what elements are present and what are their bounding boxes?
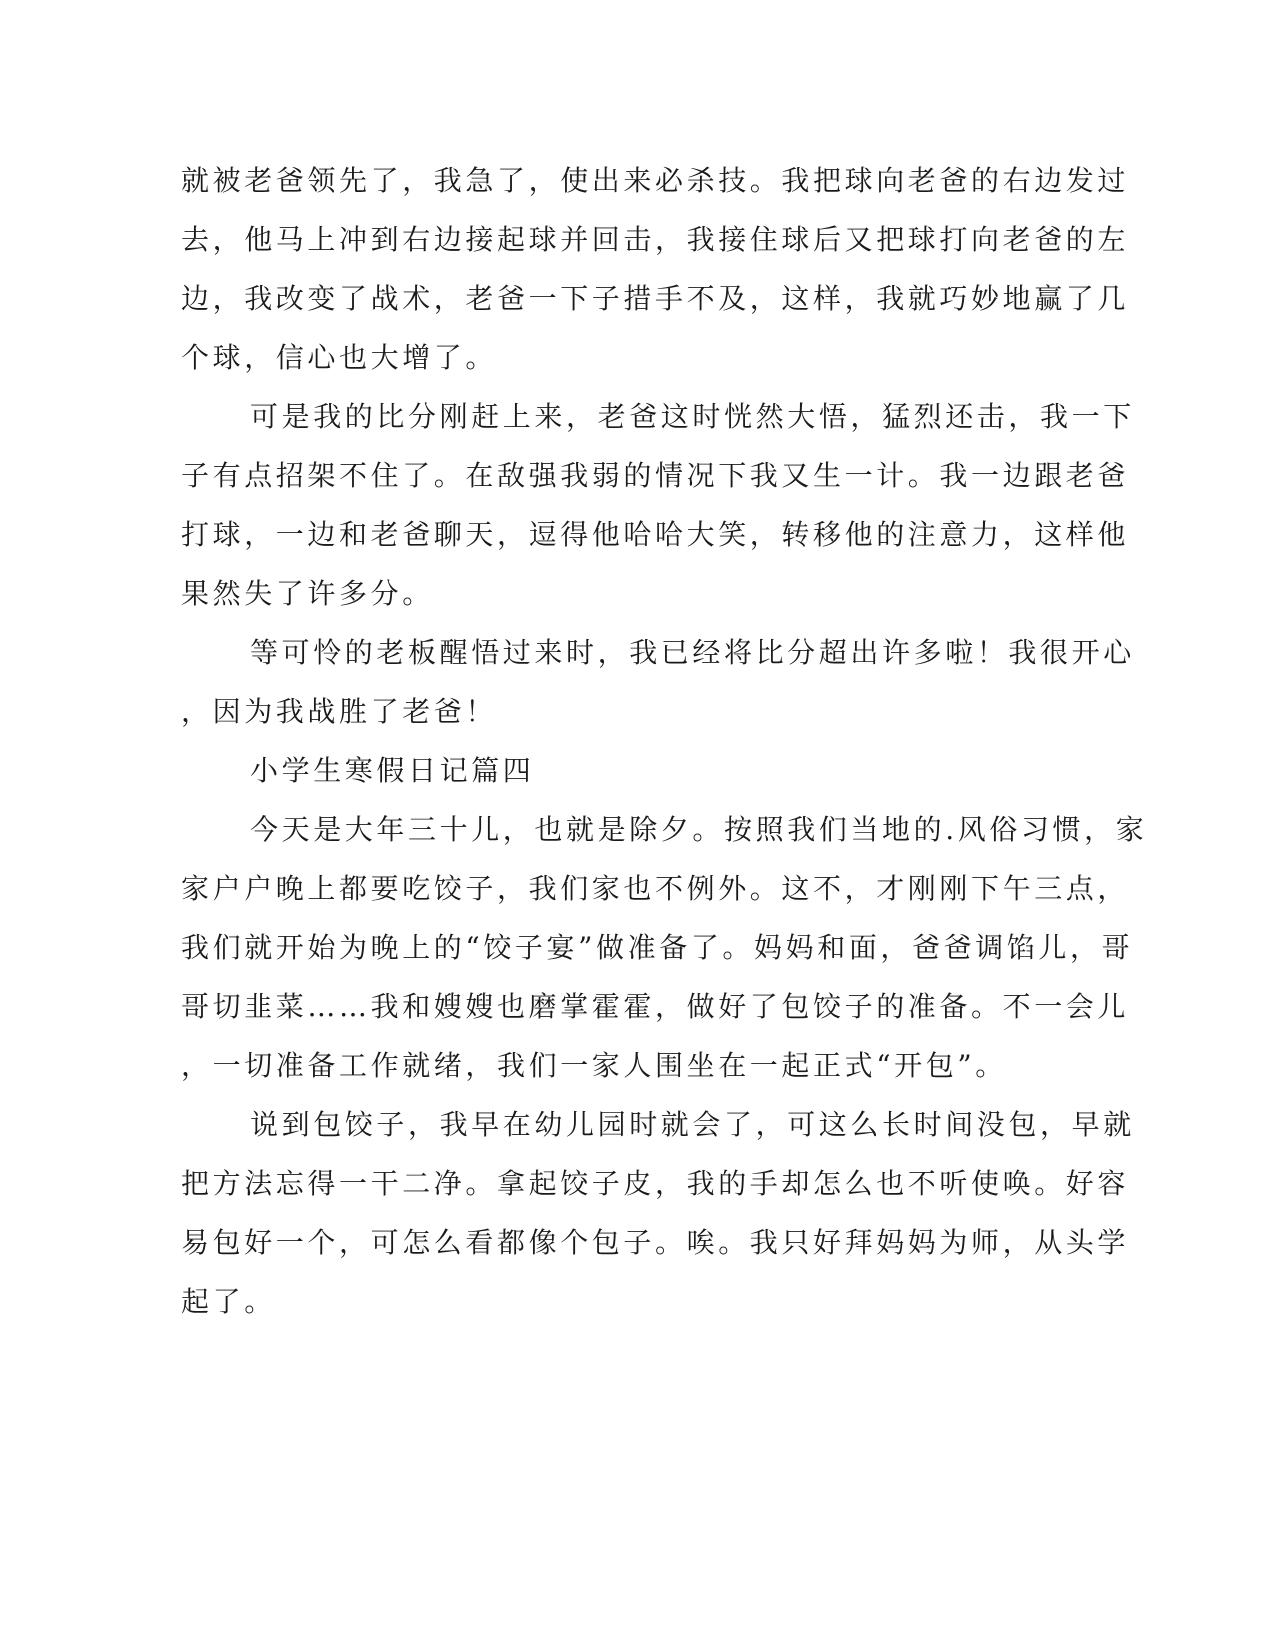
text-line: 把方法忘得一干二净。拿起饺子皮，我的手却怎么也不听使唤。好容 bbox=[181, 1167, 1130, 1200]
text-line: 家户户晚上都要吃饺子，我们家也不例外。这不，才刚刚下午三点， bbox=[181, 872, 1130, 905]
section-heading: 小学生寒假日记篇四 bbox=[250, 754, 535, 787]
text-line: 个球，信心也大增了。 bbox=[181, 341, 498, 374]
text-line: 边，我改变了战术，老爸一下子措手不及，这样，我就巧妙地赢了几 bbox=[181, 282, 1130, 315]
text-line: ，一切准备工作就绪，我们一家人围坐在一起正式“开包”。 bbox=[181, 1049, 1007, 1082]
text-line: 打球，一边和老爸聊天，逗得他哈哈大笑，转移他的注意力，这样他 bbox=[181, 518, 1130, 551]
paragraph-start-line: 今天是大年三十儿，也就是除夕。按照我们当地的.风俗习惯，家 bbox=[250, 813, 1148, 846]
text-line: 去，他马上冲到右边接起球并回击，我接住球后又把球打向老爸的左 bbox=[181, 223, 1130, 256]
text-line: 哥切韭菜……我和嫂嫂也磨掌霍霍，做好了包饺子的准备。不一会儿 bbox=[181, 990, 1130, 1023]
text-line: 易包好一个，可怎么看都像个包子。唉。我只好拜妈妈为师，从头学 bbox=[181, 1226, 1130, 1259]
text-line: 就被老爸领先了，我急了，使出来必杀技。我把球向老爸的右边发过 bbox=[181, 164, 1130, 197]
text-line: 果然失了许多分。 bbox=[181, 577, 434, 610]
paragraph-start-line: 可是我的比分刚赶上来，老爸这时恍然大悟，猛烈还击，我一下 bbox=[250, 400, 1135, 433]
paragraph-start-line: 等可怜的老板醒悟过来时，我已经将比分超出许多啦！我很开心 bbox=[250, 636, 1135, 669]
text-line: 起了。 bbox=[181, 1285, 276, 1318]
text-line: ，因为我战胜了老爸！ bbox=[181, 695, 498, 728]
text-line: 子有点招架不住了。在敌强我弱的情况下我又生一计。我一边跟老爸 bbox=[181, 459, 1130, 492]
paragraph-start-line: 说到包饺子，我早在幼儿园时就会了，可这么长时间没包，早就 bbox=[250, 1108, 1135, 1141]
text-line: 我们就开始为晚上的“饺子宴”做准备了。妈妈和面，爸爸调馅儿，哥 bbox=[181, 931, 1134, 964]
